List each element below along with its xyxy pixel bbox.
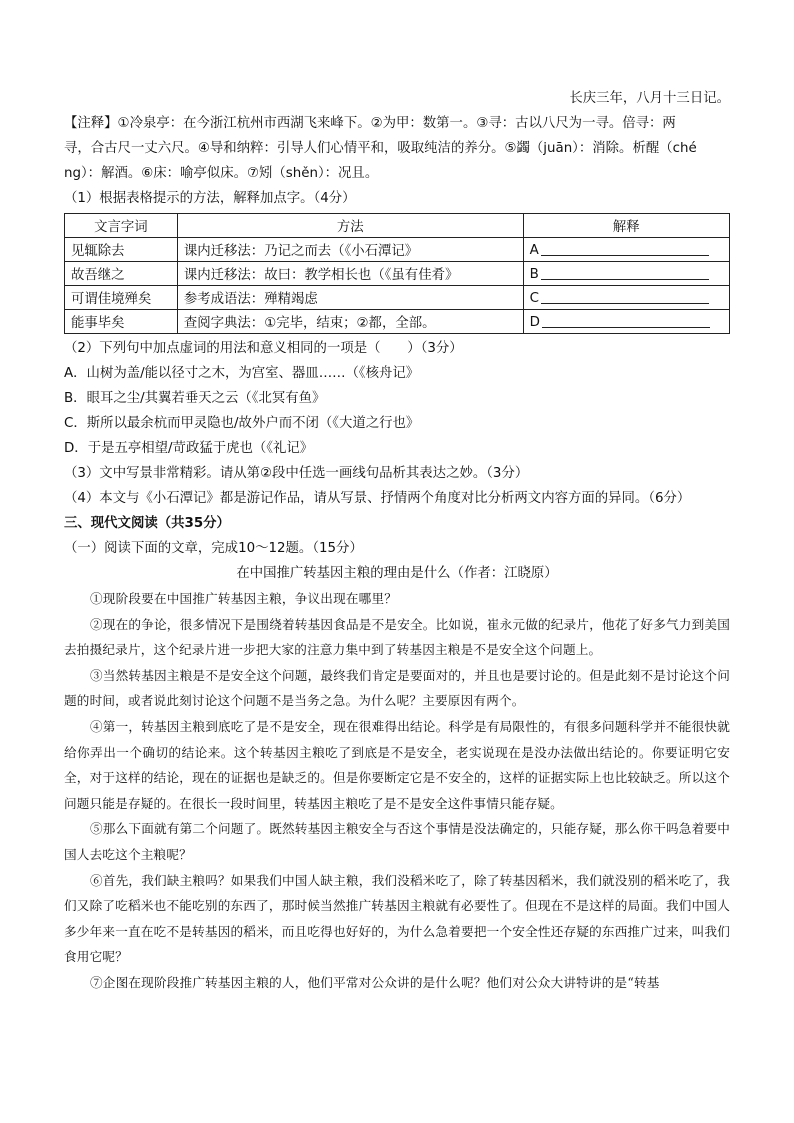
option-c: C．斯所以最余杭而甲灵隐也/故外户而不闭（《大道之行也》 xyxy=(64,416,420,431)
article-paragraph: ①现阶段要在中国推广转基因主粮，争议出现在哪里？ xyxy=(90,591,398,606)
article-paragraph: ⑥首先，我们缺主粮吗？如果我们中国人缺主粮，我们没稻米吃了，除了转基因稻米，我们就没别的稻米吃了，我们又除了吃稻米也不能吃别的东西了，那时候当然推广转基因主粮就有必要性了。但现在不是这样的局面。我们中国人多少年来一直在吃不是转基因的稻米，而且吃得也好好的，为什么急着要把一个安全性还存疑的东西推广过来，叫我们食用它呢？ xyxy=(64,872,730,965)
article-paragraph: ⑤那么下面就有第二个问题了。既然转基因主粮安全与否这个事情是没法确定的，只能存疑，那么你干吗急着要中国人去吃这个主粮呢？ xyxy=(64,821,730,862)
row-label: B xyxy=(529,267,539,282)
row-method: 课内迁移法：乃记之而去（《小石潭记》 xyxy=(177,238,523,262)
article-paragraph: ②现在的争论，很多情况下是围绕着转基因食品是不是安全。比如说，崔永元做的纪录片，他花了好多气力到美国去拍摄纪录片，这个纪录片进一步把大家的注意力集中到了转基因主粮是不是安全这个问题上。 xyxy=(64,616,730,658)
row-method: 课内迁移法：故曰：教学相长也（《虽有佳肴》 xyxy=(177,262,523,286)
row-label: D xyxy=(529,315,540,330)
table-row xyxy=(65,262,730,286)
row-answer xyxy=(523,310,729,334)
question-2: （2）下列句中加点虚词的用法和意义相同的一项是（ ）（3分） xyxy=(64,341,463,356)
answer-blank[interactable] xyxy=(541,241,709,256)
table-row xyxy=(65,310,730,334)
article-paragraph: ④第一，转基因主粮到底吃了是不是安全，现在很难得出结论。科学是有局限性的，有很多问题科学并不能很快就给你弄出一个确切的结论来。这个转基因主粮吃了到底是不是安全，老实说现在是没办法做出结论的。你要证明它安全，对于这样的结论，现在的证据也是缺乏的。但是你要断定它是不安全的，这样的证据实际上也比较缺乏。所以这个问题只能是存疑的。在很长一段时间里，转基因主粮吃了是不是安全这件事情只能存疑。 xyxy=(64,718,730,811)
question-3: （3）文中写景非常精彩。请从第②段中任选一画线句品析其表达之妙。（3分） xyxy=(64,466,529,481)
table-row xyxy=(65,238,730,262)
table-row xyxy=(65,286,730,310)
header-method: 方法 xyxy=(177,214,523,238)
method-table xyxy=(64,213,730,334)
row-word: 故吾继之 xyxy=(65,262,178,286)
row-answer xyxy=(523,286,729,310)
notes-line-1: 【注释】①冷泉亭：在今浙江杭州市西湖飞来峰下。②为甲：数第一。③寻：古以八尺为一寻。倍寻：两 xyxy=(64,116,676,131)
article-title: 在中国推广转基因主粮的理由是什么（作者：江晓原） xyxy=(236,566,558,581)
row-label: C xyxy=(529,291,539,306)
header-word: 文言字词 xyxy=(65,214,178,238)
section-heading: 三、现代文阅读（共35分） xyxy=(64,516,230,531)
date-line: 长庆三年，八月十三日记。 xyxy=(569,91,730,106)
answer-blank[interactable] xyxy=(541,265,709,280)
answer-blank[interactable] xyxy=(542,313,710,328)
option-b: B．眼耳之尘/其翼若垂天之云（《北冥有鱼》 xyxy=(64,391,326,406)
article-paragraph: ③当然转基因主粮是不是安全这个问题，最终我们肯定是要面对的，并且也是要讨论的。但是此刻不是讨论这个问题的时间，或者说此刻讨论这个问题不是当务之急。为什么呢？主要原因有两个。 xyxy=(64,667,730,709)
row-word: 能事毕矣 xyxy=(65,310,178,334)
row-word: 可谓佳境殚矣 xyxy=(65,286,178,310)
subsection-heading: （一）阅读下面的文章，完成10～12题。（15分） xyxy=(64,541,363,556)
option-d: D．于是五亭相望/苛政猛于虎也（《礼记》 xyxy=(64,441,314,456)
row-label: A xyxy=(529,243,539,258)
question-1: （1）根据表格提示的方法，解释加点字。（4分） xyxy=(64,191,356,206)
row-answer xyxy=(523,262,729,286)
notes-line-2: 寻，合古尺一丈六尺。④导和纳粹：引导人们心情平和，吸取纯洁的养分。⑤蠲（juān）：消除。析醒（ché xyxy=(64,141,697,156)
option-a: A．山树为盖/能以径寸之木，为宫室、器皿……（《核舟记》 xyxy=(64,366,420,381)
page-content xyxy=(64,86,730,996)
article-paragraph: ⑦企图在现阶段推广转基因主粮的人，他们平常对公众讲的是什么呢？他们对公众大讲特讲的是“转基 xyxy=(90,974,660,990)
table-header-row xyxy=(65,214,730,238)
row-method: 查阅字典法：①完毕，结束；②都，全部。 xyxy=(177,310,523,334)
answer-blank[interactable] xyxy=(541,289,709,304)
header-explanation: 解释 xyxy=(523,214,729,238)
question-4: （4）本文与《小石潭记》都是游记作品，请从写景、抒情两个角度对比分析两文内容方面的异同。（6分） xyxy=(64,491,691,506)
row-method: 参考成语法：殚精竭虑 xyxy=(177,286,523,310)
row-word: 见辄除去 xyxy=(65,238,178,262)
notes-line-3: ng）：解酒。⑥床：喻亭似床。⑦矧（shěn）：况且。 xyxy=(64,166,379,181)
row-answer xyxy=(523,238,729,262)
